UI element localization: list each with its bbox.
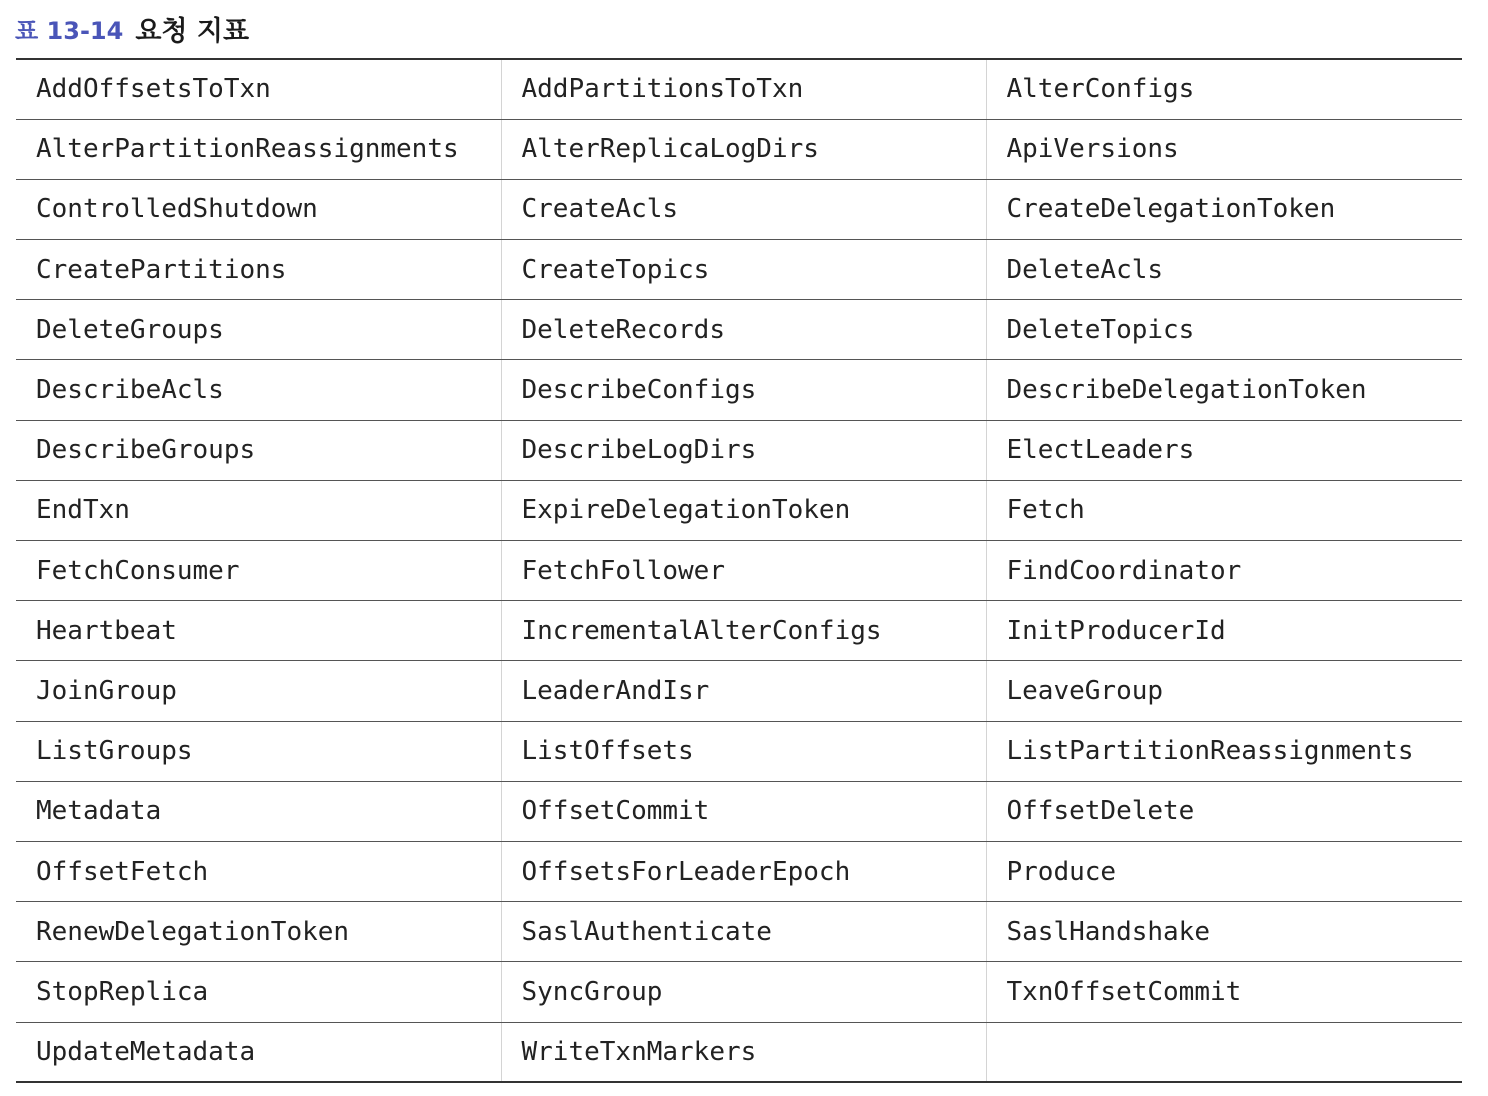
table-body: [16, 59, 1462, 1082]
table-cell: AddOffsetsToTxn: [16, 59, 501, 119]
table-cell: Fetch: [986, 480, 1462, 540]
table-number: 표 13-14: [15, 16, 124, 45]
table-cell: DescribeLogDirs: [501, 420, 986, 480]
table-cell: InitProducerId: [986, 601, 1462, 661]
table-cell: AlterConfigs: [986, 59, 1462, 119]
table-cell: ListGroups: [16, 721, 501, 781]
table-cell: LeaveGroup: [986, 661, 1462, 721]
table-cell: ListOffsets: [501, 721, 986, 781]
table-cell: Metadata: [16, 781, 501, 841]
table-cell: DescribeGroups: [16, 420, 501, 480]
table-cell: ElectLeaders: [986, 420, 1462, 480]
table-cell: ExpireDelegationToken: [501, 480, 986, 540]
table-cell: EndTxn: [16, 480, 501, 540]
table-cell: RenewDelegationToken: [16, 902, 501, 962]
table-cell: UpdateMetadata: [16, 1022, 501, 1082]
table-cell: StopReplica: [16, 962, 501, 1022]
table-cell: DeleteAcls: [986, 240, 1462, 300]
table-cell: DescribeAcls: [16, 360, 501, 420]
table-cell: [986, 1022, 1462, 1082]
table-cell: SaslHandshake: [986, 902, 1462, 962]
table-row: [16, 420, 1462, 480]
table-cell: DeleteRecords: [501, 300, 986, 360]
table-cell: CreateAcls: [501, 179, 986, 239]
table-row: [16, 59, 1462, 119]
table-row: [16, 179, 1462, 239]
table-cell: ListPartitionReassignments: [986, 721, 1462, 781]
table-cell: OffsetDelete: [986, 781, 1462, 841]
table-row: [16, 300, 1462, 360]
table-row: [16, 541, 1462, 601]
table-row: [16, 1022, 1462, 1082]
table-cell: ApiVersions: [986, 119, 1462, 179]
table-cell: DescribeDelegationToken: [986, 360, 1462, 420]
table-cell: AlterPartitionReassignments: [16, 119, 501, 179]
table-cell: FindCoordinator: [986, 541, 1462, 601]
table-cell: IncrementalAlterConfigs: [501, 601, 986, 661]
table-row: [16, 841, 1462, 901]
table-row: [16, 781, 1462, 841]
table-row: [16, 240, 1462, 300]
table-cell: TxnOffsetCommit: [986, 962, 1462, 1022]
table-title: 요청 지표: [135, 15, 250, 47]
table-cell: CreatePartitions: [16, 240, 501, 300]
table-cell: FetchFollower: [501, 541, 986, 601]
table-row: [16, 962, 1462, 1022]
table-row: [16, 601, 1462, 661]
table-cell: AlterReplicaLogDirs: [501, 119, 986, 179]
request-metrics-table: [16, 58, 1462, 1083]
table-row: [16, 360, 1462, 420]
table-row: [16, 119, 1462, 179]
table-row: [16, 661, 1462, 721]
table-cell: SaslAuthenticate: [501, 902, 986, 962]
table-cell: Produce: [986, 841, 1462, 901]
table-cell: LeaderAndIsr: [501, 661, 986, 721]
table-cell: AddPartitionsToTxn: [501, 59, 986, 119]
table-cell: DescribeConfigs: [501, 360, 986, 420]
table-cell: DeleteTopics: [986, 300, 1462, 360]
table-caption: [15, 8, 249, 48]
table-row: [16, 902, 1462, 962]
table-cell: WriteTxnMarkers: [501, 1022, 986, 1082]
table-cell: FetchConsumer: [16, 541, 501, 601]
table-cell: SyncGroup: [501, 962, 986, 1022]
table-row: [16, 721, 1462, 781]
table-cell: CreateDelegationToken: [986, 179, 1462, 239]
table-cell: CreateTopics: [501, 240, 986, 300]
table-cell: JoinGroup: [16, 661, 501, 721]
table-cell: OffsetsForLeaderEpoch: [501, 841, 986, 901]
table-cell: ControlledShutdown: [16, 179, 501, 239]
table-cell: DeleteGroups: [16, 300, 501, 360]
table-row: [16, 480, 1462, 540]
table-cell: OffsetFetch: [16, 841, 501, 901]
table-cell: Heartbeat: [16, 601, 501, 661]
table-cell: OffsetCommit: [501, 781, 986, 841]
